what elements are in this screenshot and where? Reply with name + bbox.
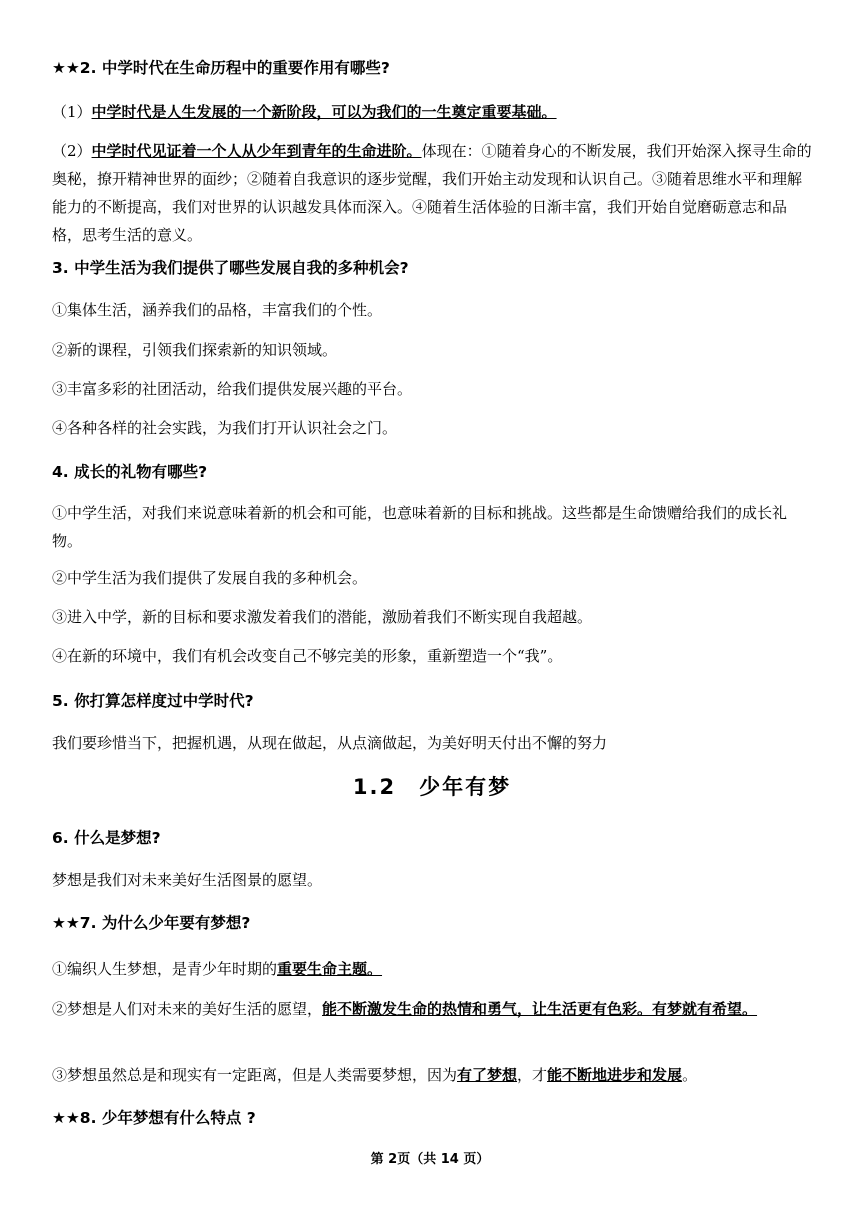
q4-item: ②中学生活为我们提供了发展自我的多种机会。: [52, 569, 368, 587]
q2-p2-rest: 体现在：①随着身心的不断发展，我们开始深入探寻生命的奥秘，撩开精神世界的面纱；②随着自我意识的逐步觉醒，我们开始主动发现和认识自己。③随着思维水平和理解能力的不断提高，我们对世界的认识越发具体而深入。④随着生活体验的日渐丰富，我们开始自觉磨砺意志和品格，思考生活的意义。: [52, 142, 812, 244]
q3-item: ①集体生活，涵养我们的品格，丰富我们的个性。: [52, 301, 383, 319]
q7-i3-end: 。: [682, 1066, 698, 1084]
q2-p2-underlined: 中学时代见证着一个人从少年到青年的生命进阶。: [91, 142, 422, 160]
question-7-title: ★★7. 为什么少年要有梦想?: [52, 914, 251, 932]
q2-point-1: [52, 98, 812, 126]
q7-item-3: [52, 1061, 812, 1089]
q4-item: ①中学生活，对我们来说意味着新的机会和可能，也意味着新的目标和挑战。这些都是生命馈赠给我们的成长礼物。: [52, 504, 788, 550]
q7-i3-underlined-2: 能不断地进步和发展: [547, 1066, 683, 1084]
q2-point-2: [52, 137, 812, 249]
q7-item-2: [52, 995, 812, 1023]
question-6-title: 6. 什么是梦想?: [52, 829, 161, 847]
q4-item: ③进入中学，新的目标和要求激发着我们的潜能，激励着我们不断实现自我超越。: [52, 608, 593, 626]
q4-item: ④在新的环境中，我们有机会改变自己不够完美的形象，重新塑造一个“我”。: [52, 647, 563, 665]
q6-answer: 梦想是我们对未来美好生活图景的愿望。: [52, 871, 323, 889]
section-title: 1.2 少年有梦: [352, 775, 512, 799]
q2-p1-underlined: 中学时代是人生发展的一个新阶段，可以为我们的一生奠定重要基础。: [91, 103, 557, 121]
question-2-title: ★★2. 中学时代在生命历程中的重要作用有哪些?: [52, 59, 390, 77]
question-8-title: ★★8. 少年梦想有什么特点 ?: [52, 1109, 256, 1127]
q5-answer: 我们要珍惜当下，把握机遇，从现在做起，从点滴做起，为美好明天付出不懈的努力: [52, 734, 608, 752]
q7-i1-text: ①编织人生梦想，是青少年时期的: [52, 960, 278, 978]
q2-p1-prefix: （1）: [52, 103, 92, 121]
q7-i2-underlined: 能不断激发生命的热情和勇气，让生活更有色彩。有梦就有希望。: [322, 1000, 758, 1018]
q3-item: ④各种各样的社会实践，为我们打开认识社会之门。: [52, 419, 398, 437]
q7-i3-mid: ，才: [517, 1066, 548, 1084]
q2-p2-prefix: （2）: [52, 142, 92, 160]
question-4-title: 4. 成长的礼物有哪些?: [52, 463, 208, 481]
q3-item: ③丰富多彩的社团活动，给我们提供发展兴趣的平台。: [52, 380, 413, 398]
question-5-title: 5. 你打算怎样度过中学时代?: [52, 692, 254, 710]
question-3-title: 3. 中学生活为我们提供了哪些发展自我的多种机会?: [52, 259, 409, 277]
q7-i2-text: ②梦想是人们对未来的美好生活的愿望，: [52, 1000, 323, 1018]
q3-item: ②新的课程，引领我们探索新的知识领域。: [52, 341, 338, 359]
q7-i3-underlined-1: 有了梦想: [457, 1066, 518, 1084]
q7-i3-text: ③梦想虽然总是和现实有一定距离，但是人类需要梦想，因为: [52, 1066, 458, 1084]
page-footer: 第 2页（共 14 页）: [370, 1152, 490, 1167]
q7-i1-underlined: 重要生命主题。: [277, 960, 383, 978]
q7-item-1: [52, 955, 812, 983]
